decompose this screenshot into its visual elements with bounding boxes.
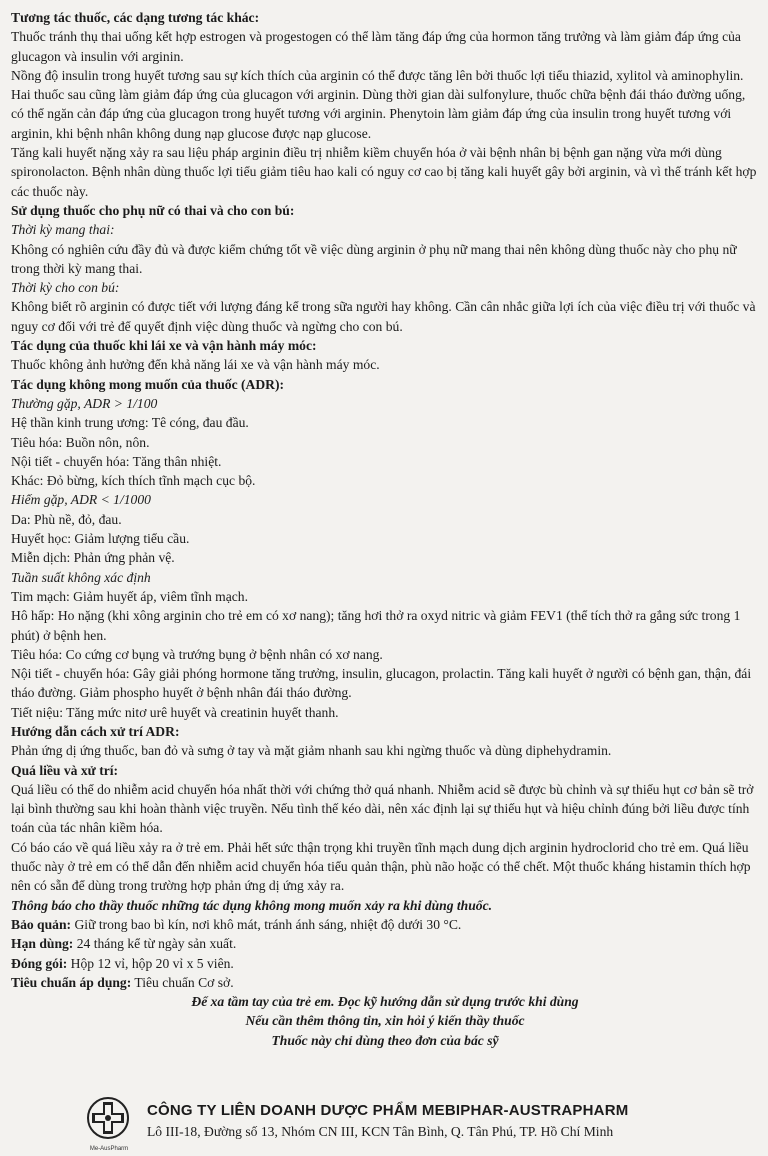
subheading: Thường gặp, ADR > 1/100 [11, 395, 158, 411]
paragraph: Tăng kali huyết nặng xảy ra sau liệu pháp arginin điều trị nhiễm kiềm chuyển hóa ở vài bệnh nhân bị bệnh gan nặng vừa mới dùng spironolacton. Bệnh nhân dùng thuốc lợi tiểu giảm tiêu hao kali có nguy cơ cao bị tăng kali huyết gây bởi arginin, và vì thế tránh kết hợp các thuốc này. [11, 145, 757, 199]
paragraph: Tim mạch: Giảm huyết áp, viêm tĩnh mạch. [11, 588, 248, 604]
bleed-line [440, 1050, 768, 1065]
warning-line: Thuốc này chỉ dùng theo đơn của bác sỹ [271, 1032, 499, 1048]
section-heading: Tác dụng của thuốc khi lái xe và vận hành máy móc: [11, 338, 317, 354]
section-heading: Tương tác thuốc, các dạng tương tác khác: [11, 10, 260, 25]
info-line [11, 915, 759, 934]
info-label: Đóng gói: [11, 955, 68, 971]
company-address: Lô III-18, Đường số 13, Nhóm CN III, KCN Tân Bình, Q. Tân Phú, TP. Hồ Chí Minh [147, 1124, 614, 1139]
info-line [11, 954, 759, 973]
section-heading: Hướng dẫn cách xử trí ADR: [11, 723, 180, 739]
paragraph: Miễn dịch: Phản ứng phản vệ. [11, 550, 175, 566]
info-value: Hộp 12 vỉ, hộp 20 vỉ x 5 viên. [67, 955, 234, 971]
bleed-line [440, 1065, 768, 1080]
info-value: 24 tháng kể từ ngày sản xuất. [73, 936, 237, 952]
section-heading: Tác dụng không mong muốn của thuốc (ADR): [11, 376, 285, 392]
paragraph: Tiết niệu: Tăng mức nitơ urê huyết và creatinin huyết thanh. [11, 704, 339, 720]
paragraph: Tiêu hóa: Buồn nôn, nôn. [11, 434, 150, 450]
paragraph: Nồng độ insulin trong huyết tương sau sự kích thích của arginin có thể được tăng lên bởi thuốc lợi tiểu thiazid, xylitol và aminophylin. Hai thuốc sau cũng làm giảm đáp ứng của glucagon với arginin. Dùng thời gian dài sulfonylure, thuốc chữa bệnh đái tháo đường uống, có thể ngăn cản đáp ứng của glucagon trong huyết tương với arginin. Phenytoin làm giảm đáp ứng của insulin trong huyết tương với arginin, khi bệnh nhân không dung nạp glucose được nạp glucose. [11, 67, 746, 141]
warning-line: Để xa tầm tay của trẻ em. Đọc kỹ hướng dẫn sử dụng trước khi dùng [191, 994, 579, 1010]
section-heading: Sử dụng thuốc cho phụ nữ có thai và cho con bú: [11, 202, 295, 218]
bleed-line [440, 1080, 768, 1095]
paragraph: Nội tiết - chuyển hóa: Gây giải phóng hormone tăng trưởng, insulin, glucagon, prolactin. Tăng kali huyết ở người có bệnh gan, thận, đái tháo đường. Giảm phospho huyết ở bệnh nhân đái tháo đường. [11, 666, 752, 701]
logo-caption: Me-AusPharm [89, 1146, 129, 1152]
notice: Thông báo cho thầy thuốc những tác dụng không mong muốn xảy ra khi dùng thuốc. [11, 897, 493, 913]
paragraph: Phản ứng dị ứng thuốc, ban đỏ và sưng ở tay và mặt giảm nhanh sau khi ngừng thuốc và dùng diphehydramin. [11, 743, 612, 759]
info-line [11, 973, 759, 992]
paragraph: Không biết rõ arginin có được tiết với lượng đáng kể trong sữa người hay không. Cần cân nhắc giữa lợi ích của việc điều trị với thuốc và nguy cơ đối với trẻ để quyết định việc dùng thuốc và ngừng cho con bú. [11, 299, 756, 334]
paragraph: Thuốc tránh thụ thai uống kết hợp estrogen và progestogen có thể làm tăng đáp ứng của hormon tăng trưởng và làm giảm đáp ứng của glucagon và insulin với arginin. [11, 29, 741, 64]
subheading: Hiếm gặp, ADR < 1/1000 [11, 492, 151, 508]
info-label: Hạn dùng: [11, 936, 74, 952]
subheading: Thời kỳ cho con bú: [11, 280, 120, 296]
company-logo-icon [86, 1096, 130, 1152]
paragraph: Không có nghiên cứu đầy đủ và được kiểm chứng tốt về việc dùng arginin ở phụ nữ mang thai nên không dùng thuốc này cho phụ nữ trong thời kỳ mang thai. [11, 241, 737, 276]
paragraph: Huyết học: Giảm lượng tiểu cầu. [11, 531, 190, 547]
leaflet-text [11, 8, 759, 1050]
paragraph: Quá liều có thể do nhiễm acid chuyển hóa nhất thời với chứng thở quá nhanh. Nhiễm acid sẽ được bù chỉnh và sự thiếu hụt cơ bản sẽ trở lại bình thường sau khi hoàn thành việc truyền. Nếu tình thế kéo dài, nên xác định lại sự thiếu hụt và hiệu chỉnh đúng bởi liều được tính toán của tác nhân kiềm hóa. [11, 781, 754, 836]
info-value: Tiêu chuẩn Cơ sở. [131, 974, 234, 990]
info-value: Giữ trong bao bì kín, nơi khô mát, tránh ánh sáng, nhiệt độ dưới 30 °C. [71, 916, 462, 932]
info-line [11, 934, 759, 953]
info-label: Tiêu chuẩn áp dụng: [11, 974, 132, 990]
info-label: Bảo quản: [11, 916, 72, 932]
paragraph: Hệ thần kinh trung ương: Tê cóng, đau đầu. [11, 415, 249, 431]
paragraph: Tiêu hóa: Co cứng cơ bụng và trướng bụng ở bệnh nhân có xơ nang. [11, 646, 383, 662]
paragraph: Thuốc không ảnh hưởng đến khả năng lái xe và vận hành máy móc. [11, 357, 380, 373]
subheading: Thời kỳ mang thai: [11, 222, 115, 238]
paragraph: Có báo cáo về quá liều xảy ra ở trẻ em. Phải hết sức thận trọng khi truyền tĩnh mạch dung dịch arginin hydroclorid cho trẻ em. Quá liều thuốc này ở trẻ em có thể dẫn đến nhiễm acid chuyển hóa tiểu quản thận, phù não hoặc có thể chết. Một thuốc kháng histamin thích hợp nên có sẵn để dùng trong trường hợp phản ứng dị ứng xảy ra. [11, 839, 751, 894]
paragraph: Khác: Đỏ bừng, kích thích tĩnh mạch cục bộ. [11, 473, 256, 489]
subheading: Tuần suất không xác định [11, 569, 151, 585]
paragraph: Hô hấp: Ho nặng (khi xông arginin cho trẻ em có xơ nang); tăng hơi thở ra oxyd nitric và giảm FEV1 (thể tích thở ra gắng sức trong 1 phút) ở bệnh hen. [11, 608, 741, 643]
warning-line: Nếu cần thêm thông tin, xin hỏi ý kiến thầy thuốc [245, 1013, 525, 1029]
paragraph: Da: Phù nề, đỏ, đau. [11, 511, 122, 527]
paragraph: Nội tiết - chuyển hóa: Tăng thân nhiệt. [11, 453, 222, 469]
company-name: CÔNG TY LIÊN DOANH DƯỢC PHẨM MEBIPHAR-AUSTRAPHARM [147, 1102, 629, 1119]
section-heading: Quá liều và xử trí: [11, 762, 119, 778]
